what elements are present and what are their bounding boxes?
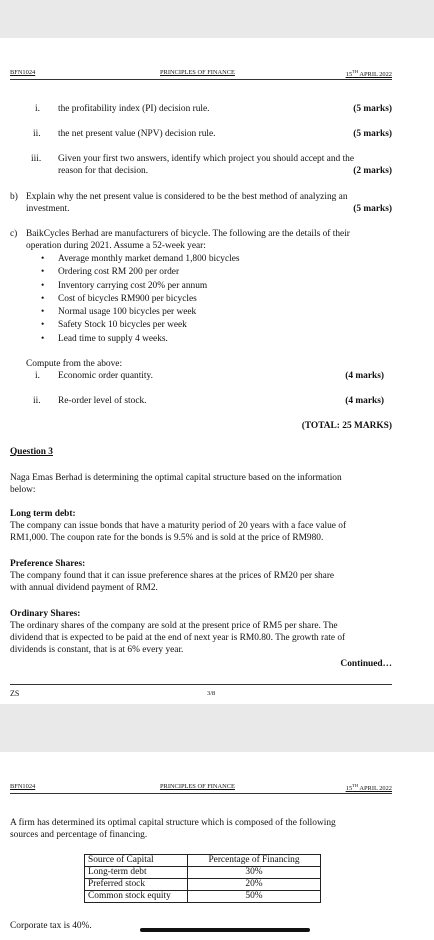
debt-line1: The company can issue bonds that have a maturity period of 20 years with a face value of [10,521,347,531]
course-title: PRINCIPLES OF FINANCE [160,69,235,76]
page-number: 3/8 [207,690,216,697]
item-text-line1: Given your first two answers, identify which project you should accept and the [58,154,355,164]
item-number: ii. [33,396,41,406]
corporate-tax: Corporate tax is 40%. [10,921,92,931]
list-item: • Normal usage 100 bicycles per week [41,306,240,319]
item-number: i. [35,104,40,114]
item-marks: (4 marks) [345,396,384,406]
pref-line1: The company found that it can issue preference shares at the prices of RM20 per share [10,571,335,581]
part-c-line2: operation during 2021. Assume a 52-week year: [26,241,206,251]
table-header-cell: Source of Capital [85,855,188,867]
capital-structure-table [84,854,321,903]
list-item: • Lead time to supply 4 weeks. [41,333,240,346]
part-b-marks: (5 marks) [353,204,392,214]
document-page-4 [0,752,434,940]
list-item: • Cost of bicycles RM900 per bicycles [41,293,240,306]
question-3-title: Question 3 [10,447,53,457]
table-cell: 50% [188,891,321,903]
part-c-label: c) [10,229,18,239]
pref-heading: Preference Shares: [10,559,86,569]
item-marks: (5 marks) [353,129,392,139]
date-sup: TH [352,69,359,74]
item-number: iii. [31,154,42,164]
date-day: 15 [345,785,353,793]
q3-intro-line1: Naga Emas Berhad is determining the optimal capital structure based on the information [10,473,342,483]
continued-label: Continued… [340,659,392,669]
course-code: BFN1024 [10,783,36,790]
debt-line2: RM1,000. The coupon rate for the bonds is 9.5% and is sold at the price of RM980. [10,533,324,543]
item-marks: (4 marks) [345,371,384,381]
q3-intro-line2: below: [10,485,36,495]
table-cell: Common stock equity [85,891,188,903]
debt-heading: Long term debt: [10,509,76,519]
p2-intro-line1: A firm has determined its optimal capital structure which is composed of the following [10,818,336,828]
exam-date [346,783,392,792]
item-text: the net present value (NPV) decision rule. [58,129,216,139]
date-rest: APRIL 2022 [358,785,392,793]
item-text: the profitability index (PI) decision rule. [58,104,210,114]
course-code: BFN1024 [10,69,36,76]
table-header-row [85,855,321,867]
table-row [85,879,321,891]
table-cell: Preferred stock [85,879,188,891]
exam-date [346,69,392,78]
ord-line1: The ordinary shares of the company are sold at the present price of RM5 per share. The [10,621,338,631]
item-marks: (5 marks) [353,104,392,114]
part-c-line1: BaikCycles Berhad are manufacturers of bicycle. The following are the details of their [26,229,350,239]
table-cell: Long-term debt [85,867,188,879]
item-text-line2: reason for that decision. [58,166,149,176]
ord-heading: Ordinary Shares: [10,609,81,619]
list-item: • Ordering cost RM 200 per order [41,266,240,279]
item-number: ii. [33,129,41,139]
part-b-label: b) [10,192,18,202]
course-title: PRINCIPLES OF FINANCE [160,783,235,790]
compute-label: Compute from the above: [26,359,123,369]
item-marks: (2 marks) [353,166,392,176]
document-page-3 [0,38,434,704]
page-header [10,783,392,794]
item-text: Economic order quantity. [58,371,153,381]
p2-intro-line2: sources and percentage of financing. [10,830,148,840]
list-item: • Inventory carrying cost 20% per annum [41,280,240,293]
ord-line3: dividends is constant, that is at 6% every year. [10,645,184,655]
list-item: • Average monthly market demand 1,800 bicycles [41,253,240,266]
bullet-list [41,253,240,346]
total-marks: (TOTAL: 25 MARKS) [301,421,392,431]
table-row [85,891,321,903]
item-text: Re-order level of stock. [58,396,147,406]
date-sup: TH [352,783,359,788]
ord-line2: dividend that is expected to be paid at the end of next year is RM0.80. The growth rate of [10,633,346,643]
date-rest: APRIL 2022 [358,71,392,79]
table-cell: 30% [188,867,321,879]
part-b-line1: Explain why the net present value is considered to be the best method of analyzing an [26,192,348,202]
page-footer [10,684,392,698]
date-day: 15 [345,71,353,79]
table-row [85,867,321,879]
footer-initials: ZS [10,689,20,698]
item-number: i. [35,371,40,381]
table-header-cell: Percentage of Financing [188,855,321,867]
pref-line2: with annual dividend payment of RM2. [10,583,158,593]
table-cell: 20% [188,879,321,891]
scrollbar[interactable] [140,928,310,932]
page-header [10,69,392,80]
part-b-line2: investment. [26,204,70,214]
list-item: • Safety Stock 10 bicycles per week [41,319,240,332]
